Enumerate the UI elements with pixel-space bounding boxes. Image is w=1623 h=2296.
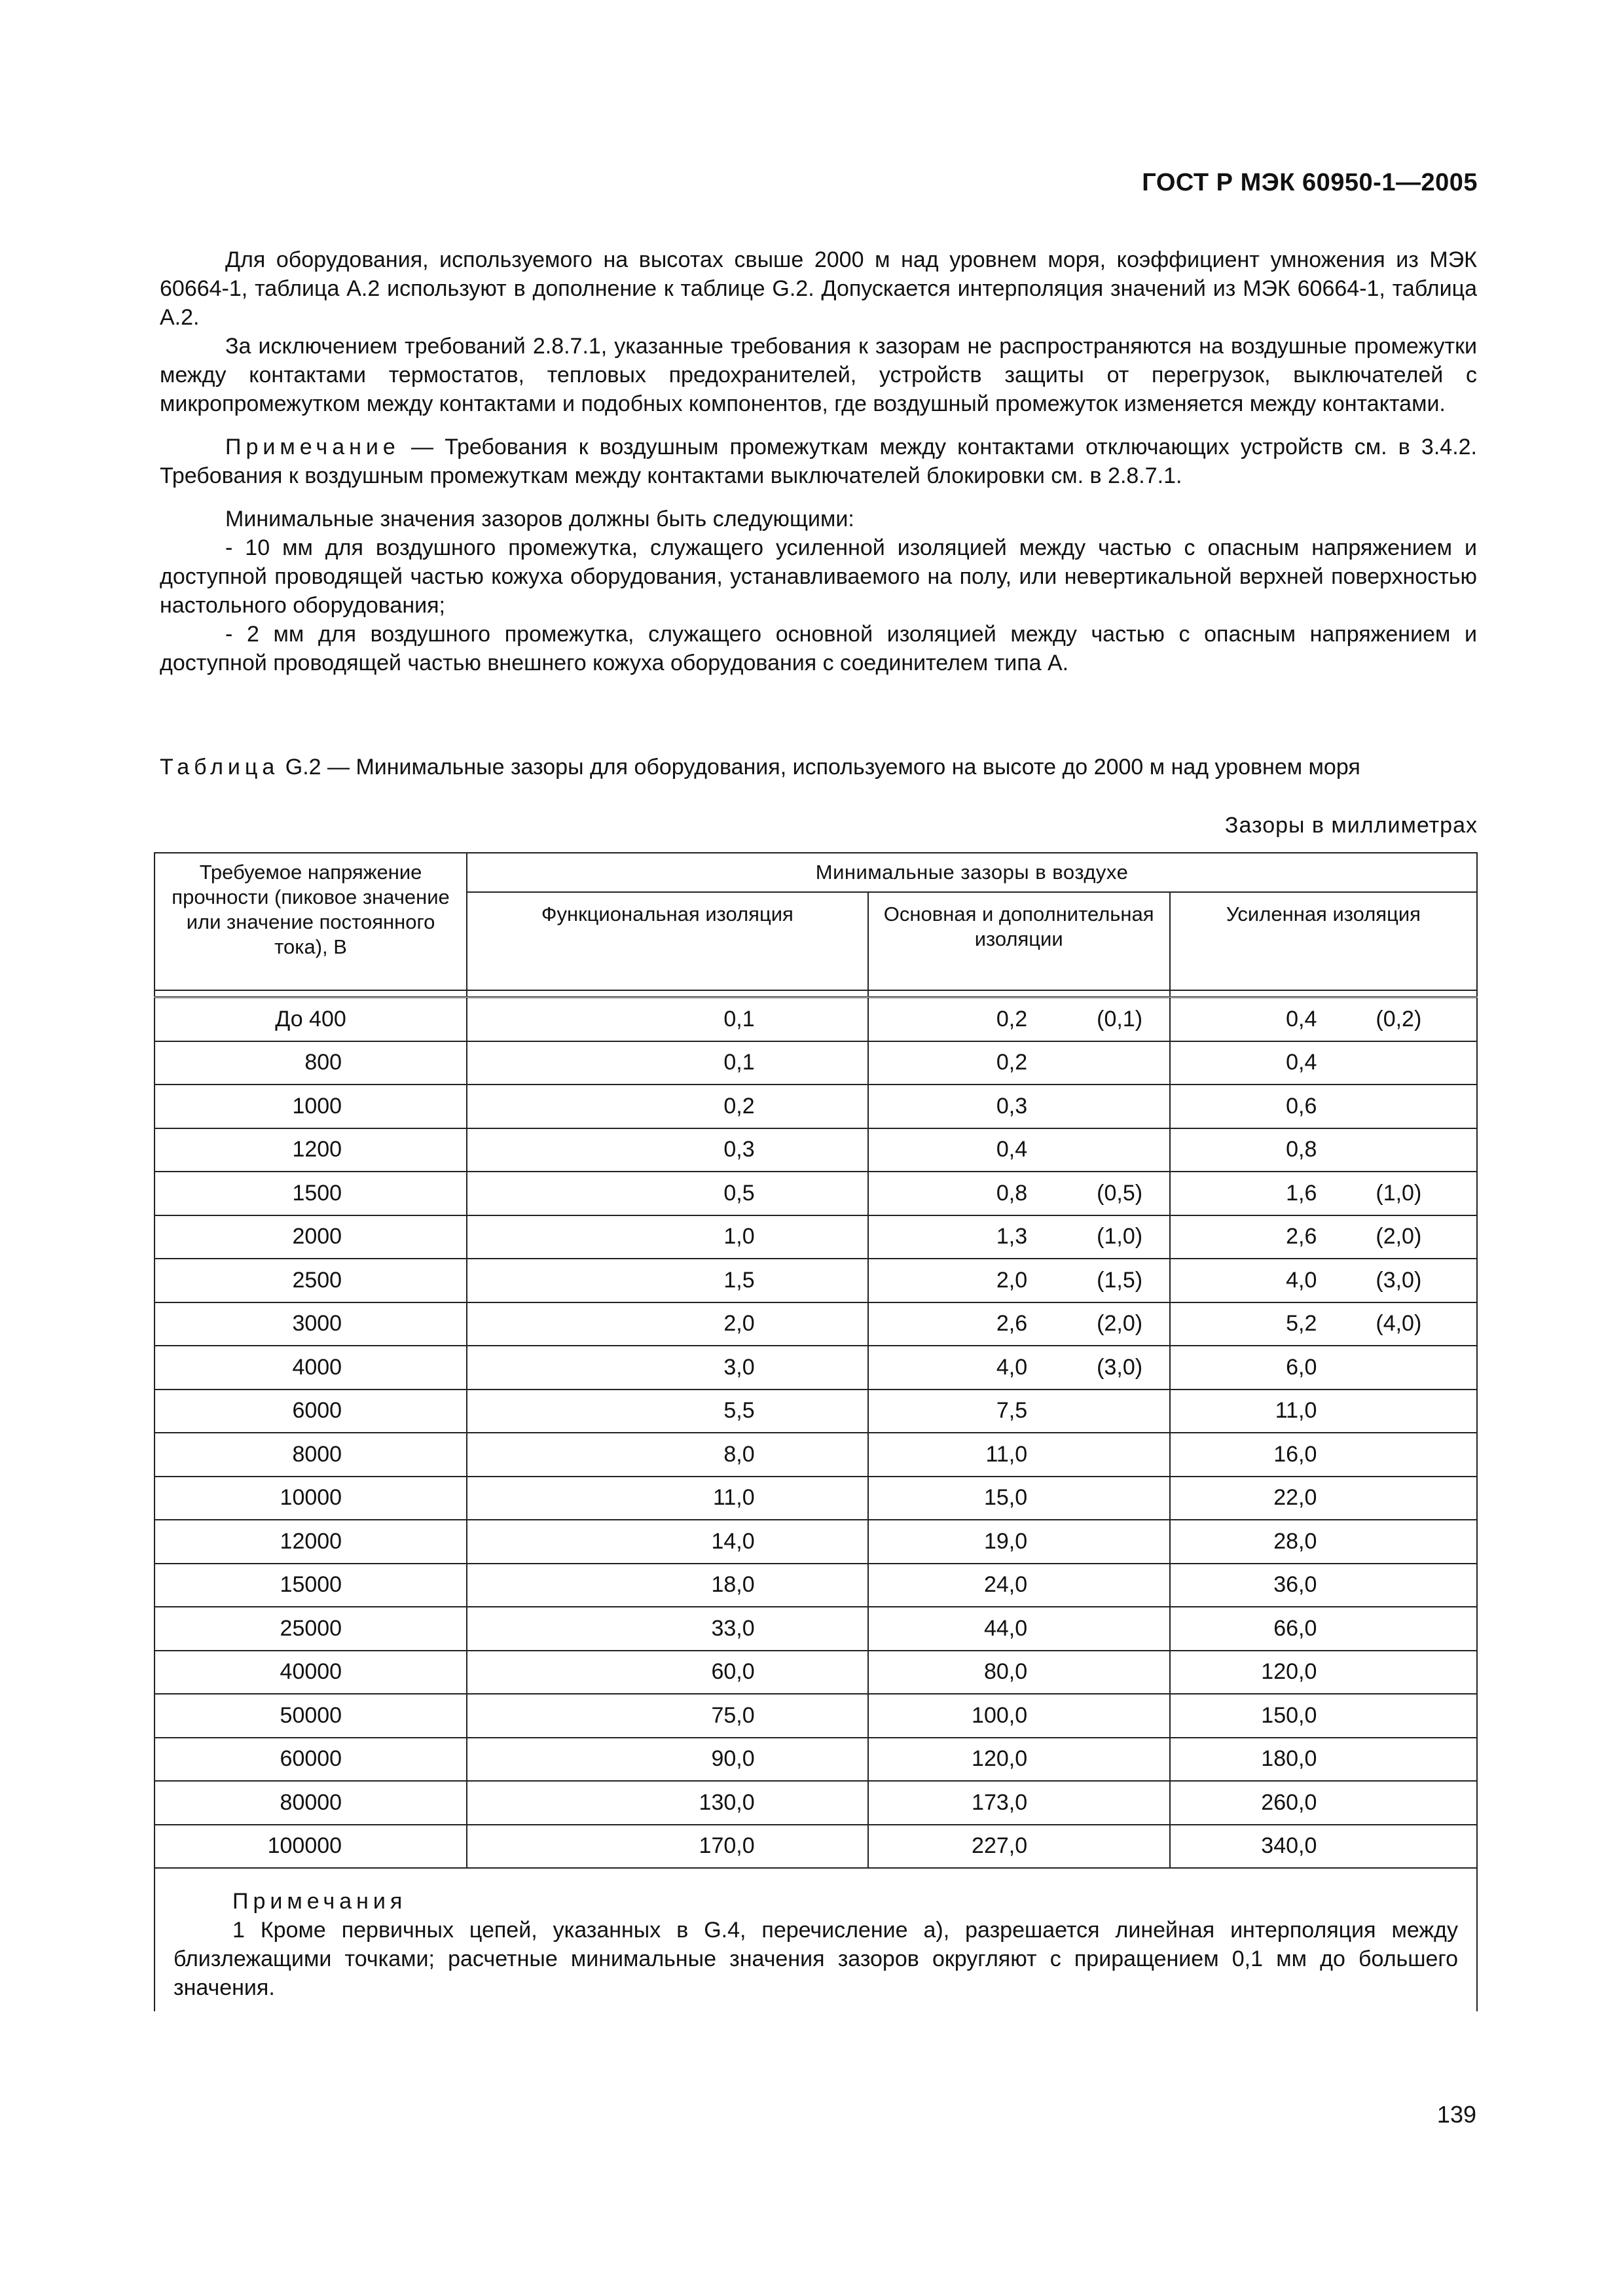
- cell-basic-alt-value: [1034, 1572, 1169, 1598]
- cell-reinforced-value: 0,6: [1286, 1093, 1317, 1119]
- cell-basic: [868, 1302, 1170, 1346]
- cell-reinforced: [1170, 1694, 1477, 1738]
- cell-basic-value: 0,2: [996, 1006, 1028, 1031]
- cell-basic: [868, 1085, 1170, 1128]
- cell-reinforced: [1170, 1520, 1477, 1564]
- header-min-clearances: Минимальные зазоры в воздухе: [467, 853, 1477, 892]
- cell-basic-alt-value: (2,0): [1097, 1311, 1143, 1336]
- cell-reinforced: [1170, 1651, 1477, 1695]
- table-caption-label: Таблица: [160, 755, 280, 780]
- header-basic: Основная и дополнительная изоляции: [868, 892, 1170, 990]
- cell-basic-value: 0,8: [996, 1180, 1028, 1206]
- cell-reinforced: [1170, 1433, 1477, 1477]
- table-row: [155, 1346, 1477, 1390]
- cell-basic-alt-value: [1034, 1529, 1169, 1554]
- cell-functional: 11,0: [467, 1477, 868, 1520]
- table-row: [155, 1564, 1477, 1607]
- cell-reinforced-alt-value: [1323, 1833, 1476, 1859]
- cell-basic-alt-value: [1034, 1398, 1169, 1424]
- cell-voltage: 1500: [155, 1172, 467, 1215]
- cell-voltage: 2000: [155, 1215, 467, 1259]
- cell-basic-value: 0,2: [996, 1050, 1028, 1075]
- cell-basic-alt-value: [1034, 1703, 1169, 1729]
- table-row: [155, 1390, 1477, 1433]
- cell-basic: [868, 1564, 1170, 1607]
- cell-voltage: 80000: [155, 1781, 467, 1825]
- cell-basic-alt-value: (0,5): [1097, 1180, 1143, 1206]
- cell-reinforced-value: 180,0: [1261, 1746, 1317, 1772]
- cell-basic-value: 11,0: [985, 1441, 1028, 1467]
- cell-reinforced: [1170, 1564, 1477, 1607]
- cell-reinforced-value: 11,0: [1275, 1398, 1317, 1424]
- cell-voltage: 6000: [155, 1390, 467, 1433]
- cell-basic-value: 100,0: [972, 1702, 1028, 1728]
- cell-functional: 14,0: [467, 1520, 868, 1564]
- cell-basic: [868, 1259, 1170, 1302]
- cell-basic-alt-value: [1034, 1790, 1169, 1816]
- table-notes: [155, 1868, 1477, 2011]
- table-row: [155, 1781, 1477, 1825]
- cell-reinforced-value: 36,0: [1273, 1572, 1317, 1598]
- table-row: [155, 1607, 1477, 1651]
- cell-reinforced-alt-value: (4,0): [1376, 1311, 1422, 1336]
- table-row: [155, 1215, 1477, 1259]
- cell-reinforced: [1170, 1041, 1477, 1085]
- table-caption-text: G.2 — Минимальные зазоры для оборудования, используемого на высоте до 2000 м над уровнем моря: [279, 755, 1360, 780]
- cell-reinforced-value: 150,0: [1261, 1702, 1317, 1728]
- cell-basic: [868, 1520, 1170, 1564]
- cell-basic-alt-value: (1,0): [1097, 1224, 1143, 1249]
- cell-basic: [868, 1825, 1170, 1869]
- cell-reinforced-alt-value: (2,0): [1376, 1224, 1422, 1249]
- cell-functional: 130,0: [467, 1781, 868, 1825]
- cell-reinforced-alt-value: [1323, 1790, 1476, 1816]
- cell-reinforced-value: 0,8: [1286, 1137, 1317, 1162]
- table-row: [155, 1085, 1477, 1128]
- cell-reinforced: [1170, 997, 1477, 1041]
- cell-functional: 0,2: [467, 1085, 868, 1128]
- cell-reinforced-value: 28,0: [1273, 1528, 1317, 1554]
- cell-reinforced-value: 0,4: [1286, 1006, 1317, 1031]
- cell-reinforced-value: 4,0: [1286, 1267, 1317, 1293]
- table-row: [155, 1738, 1477, 1782]
- paragraph-min-values: Минимальные значения зазоров должны быть следующими:: [225, 507, 854, 531]
- cell-basic-alt-value: [1034, 1833, 1169, 1859]
- cell-functional: 5,5: [467, 1390, 868, 1433]
- cell-basic: [868, 1738, 1170, 1782]
- cell-basic-value: 0,3: [996, 1093, 1028, 1119]
- cell-basic: [868, 1041, 1170, 1085]
- cell-basic: [868, 1694, 1170, 1738]
- cell-basic: [868, 1215, 1170, 1259]
- cell-reinforced-alt-value: [1323, 1355, 1476, 1380]
- cell-reinforced-value: 120,0: [1261, 1659, 1317, 1685]
- cell-functional: 8,0: [467, 1433, 868, 1477]
- cell-voltage: 1200: [155, 1128, 467, 1172]
- body-text: [160, 245, 1477, 677]
- cell-basic-alt-value: [1034, 1746, 1169, 1772]
- cell-functional: 33,0: [467, 1607, 868, 1651]
- cell-reinforced: [1170, 1128, 1477, 1172]
- cell-functional: 1,5: [467, 1259, 868, 1302]
- cell-basic-value: 120,0: [972, 1746, 1028, 1772]
- cell-voltage: До 400: [155, 997, 467, 1041]
- cell-reinforced-alt-value: (1,0): [1376, 1180, 1422, 1206]
- cell-voltage: 15000: [155, 1564, 467, 1607]
- notes-title: Примечания: [232, 1889, 407, 1914]
- cell-basic: [868, 1651, 1170, 1695]
- cell-reinforced-value: 6,0: [1286, 1354, 1317, 1380]
- cell-basic-value: 2,6: [996, 1311, 1028, 1336]
- cell-basic-alt-value: [1034, 1137, 1169, 1162]
- header-voltage: Требуемое напряжение прочности (пиковое значение или значение постоянного тока), В: [155, 853, 467, 990]
- cell-reinforced-value: 22,0: [1273, 1485, 1317, 1511]
- cell-basic-value: 15,0: [983, 1485, 1028, 1511]
- cell-voltage: 12000: [155, 1520, 467, 1564]
- cell-basic-alt-value: [1034, 1659, 1169, 1685]
- cell-basic-alt-value: [1034, 1616, 1169, 1641]
- cell-reinforced-alt-value: [1323, 1137, 1476, 1162]
- cell-basic-value: 227,0: [972, 1833, 1028, 1859]
- table-row: [155, 1694, 1477, 1738]
- table-body: [155, 997, 1477, 1869]
- table-row: [155, 1128, 1477, 1172]
- cell-functional: 1,0: [467, 1215, 868, 1259]
- header-reinforced: Усиленная изоляция: [1170, 892, 1477, 990]
- paragraph-item-2mm: - 2 мм для воздушного промежутка, служащего основной изоляцией между частью с опасным напряжением и доступной проводящей частью внешнего кожуха оборудования с соединителем типа А.: [160, 622, 1477, 675]
- cell-voltage: 50000: [155, 1694, 467, 1738]
- cell-voltage: 10000: [155, 1477, 467, 1520]
- table-row: [155, 1825, 1477, 1869]
- cell-voltage: 1000: [155, 1085, 467, 1128]
- table-row: [155, 1477, 1477, 1520]
- cell-basic: [868, 997, 1170, 1041]
- cell-basic: [868, 1477, 1170, 1520]
- cell-voltage: 8000: [155, 1433, 467, 1477]
- cell-basic: [868, 1781, 1170, 1825]
- cell-reinforced-alt-value: [1323, 1094, 1476, 1119]
- cell-functional: 2,0: [467, 1302, 868, 1346]
- cell-basic: [868, 1433, 1170, 1477]
- cell-reinforced: [1170, 1390, 1477, 1433]
- cell-basic-alt-value: [1034, 1050, 1169, 1075]
- table-row: [155, 1520, 1477, 1564]
- cell-functional: 170,0: [467, 1825, 868, 1869]
- cell-functional: 0,5: [467, 1172, 868, 1215]
- cell-basic-alt-value: [1034, 1485, 1169, 1511]
- table-row: [155, 1651, 1477, 1695]
- cell-reinforced-alt-value: [1323, 1485, 1476, 1511]
- paragraph-item-10mm: - 10 мм для воздушного промежутка, служащего усиленной изоляцией между частью с опасным напряжением и доступной проводящей частью кожуха оборудования, устанавливаемого на полу, или невертикальной верхней поверхностью настольного оборудования;: [160, 535, 1477, 618]
- document-code: ГОСТ Р МЭК 60950-1—2005: [1142, 169, 1478, 196]
- paragraph-altitude: Для оборудования, используемого на высотах свыше 2000 м над уровнем моря, коэффициент умножения из МЭК 60664-1, таблица А.2 используют в дополнение к таблице G.2. Допускается интерполяция значений из МЭК 60664-1, таблица А.2.: [160, 247, 1477, 330]
- cell-reinforced: [1170, 1607, 1477, 1651]
- cell-reinforced-alt-value: [1323, 1050, 1476, 1075]
- cell-reinforced: [1170, 1215, 1477, 1259]
- cell-reinforced-alt-value: [1323, 1572, 1476, 1598]
- paragraph-exceptions: За исключением требований 2.8.7.1, указанные требования к зазорам не распространяются на воздушные промежутки между контактами термостатов, тепловых предохранителей, устройств защиты от перегрузок, выключателей с микропромежутком между контактами и подобных компонентов, где воздушный промежуток изменяется между контактами.: [160, 334, 1477, 416]
- table-row: [155, 1259, 1477, 1302]
- cell-reinforced-value: 260,0: [1261, 1789, 1317, 1815]
- cell-reinforced: [1170, 1259, 1477, 1302]
- cell-reinforced-value: 5,2: [1286, 1311, 1317, 1336]
- cell-reinforced-alt-value: [1323, 1746, 1476, 1772]
- note-label: Примечание: [225, 435, 400, 459]
- cell-reinforced-alt-value: [1323, 1442, 1476, 1467]
- table-row: [155, 1302, 1477, 1346]
- cell-functional: 18,0: [467, 1564, 868, 1607]
- cell-voltage: 40000: [155, 1651, 467, 1695]
- cell-reinforced: [1170, 1346, 1477, 1390]
- table-units: Зазоры в миллиметрах: [1224, 813, 1478, 838]
- cell-functional: 0,1: [467, 1041, 868, 1085]
- cell-basic: [868, 1607, 1170, 1651]
- cell-reinforced-alt-value: (3,0): [1376, 1267, 1422, 1293]
- cell-basic: [868, 1390, 1170, 1433]
- cell-voltage: 4000: [155, 1346, 467, 1390]
- cell-reinforced: [1170, 1738, 1477, 1782]
- cell-basic-value: 0,4: [996, 1137, 1028, 1162]
- table-row: [155, 997, 1477, 1041]
- cell-reinforced-value: 2,6: [1286, 1224, 1317, 1249]
- cell-basic-alt-value: [1034, 1442, 1169, 1467]
- cell-basic-value: 44,0: [983, 1615, 1028, 1641]
- cell-reinforced: [1170, 1302, 1477, 1346]
- cell-reinforced-alt-value: [1323, 1398, 1476, 1424]
- cell-reinforced: [1170, 1085, 1477, 1128]
- cell-reinforced-value: 1,6: [1286, 1180, 1317, 1206]
- cell-functional: 60,0: [467, 1651, 868, 1695]
- cell-basic: [868, 1128, 1170, 1172]
- cell-basic-value: 2,0: [996, 1267, 1028, 1293]
- note-text: — Требования к воздушным промежуткам между контактами отключающих устройств см. в 3.4.2. Требования к воздушным промежуткам между контактами выключателей блокировки см. в 2.8.7.1.: [160, 435, 1477, 488]
- cell-voltage: 100000: [155, 1825, 467, 1869]
- cell-basic-alt-value: [1034, 1094, 1169, 1119]
- cell-basic-value: 19,0: [983, 1528, 1028, 1554]
- cell-reinforced-value: 66,0: [1273, 1615, 1317, 1641]
- cell-functional: 75,0: [467, 1694, 868, 1738]
- cell-basic: [868, 1172, 1170, 1215]
- cell-reinforced: [1170, 1781, 1477, 1825]
- cell-basic-alt-value: (3,0): [1097, 1354, 1143, 1380]
- cell-voltage: 3000: [155, 1302, 467, 1346]
- cell-basic-value: 173,0: [972, 1789, 1028, 1815]
- cell-reinforced-value: 0,4: [1286, 1050, 1317, 1075]
- cell-reinforced: [1170, 1172, 1477, 1215]
- cell-basic-value: 1,3: [996, 1224, 1028, 1249]
- table-row: [155, 1172, 1477, 1215]
- cell-basic: [868, 1346, 1170, 1390]
- cell-reinforced: [1170, 1477, 1477, 1520]
- note-1: 1 Кроме первичных цепей, указанных в G.4, перечисление а), разрешается линейная интерполяция между близлежащими точками; расчетные минимальные значения зазоров округляют с приращением 0,1 мм до большего значения.: [173, 1918, 1458, 2000]
- cell-reinforced-alt-value: [1323, 1529, 1476, 1554]
- header-functional: Функциональная изоляция: [467, 892, 868, 990]
- cell-voltage: 800: [155, 1041, 467, 1085]
- cell-basic-value: 24,0: [983, 1572, 1028, 1598]
- table-row: [155, 1433, 1477, 1477]
- cell-reinforced: [1170, 1825, 1477, 1869]
- table-row: [155, 1041, 1477, 1085]
- cell-reinforced-value: 16,0: [1273, 1441, 1317, 1467]
- cell-basic-alt-value: (0,1): [1097, 1006, 1143, 1031]
- cell-reinforced-alt-value: [1323, 1703, 1476, 1729]
- cell-functional: 3,0: [467, 1346, 868, 1390]
- cell-voltage: 25000: [155, 1607, 467, 1651]
- cell-basic-alt-value: (1,5): [1097, 1267, 1143, 1293]
- cell-basic-value: 80,0: [983, 1659, 1028, 1685]
- cell-reinforced-alt-value: [1323, 1659, 1476, 1685]
- cell-basic-value: 4,0: [996, 1354, 1028, 1380]
- cell-reinforced-alt-value: (0,2): [1376, 1006, 1422, 1031]
- clearance-table: [154, 852, 1478, 2011]
- cell-reinforced-alt-value: [1323, 1616, 1476, 1641]
- cell-reinforced-value: 340,0: [1261, 1833, 1317, 1859]
- note-paragraph: [160, 433, 1477, 490]
- cell-voltage: 60000: [155, 1738, 467, 1782]
- cell-functional: 0,1: [467, 997, 868, 1041]
- cell-functional: 0,3: [467, 1128, 868, 1172]
- page-number: 139: [1436, 2101, 1476, 2128]
- table-caption: [160, 753, 1477, 781]
- cell-voltage: 2500: [155, 1259, 467, 1302]
- cell-functional: 90,0: [467, 1738, 868, 1782]
- cell-basic-value: 7,5: [996, 1398, 1028, 1424]
